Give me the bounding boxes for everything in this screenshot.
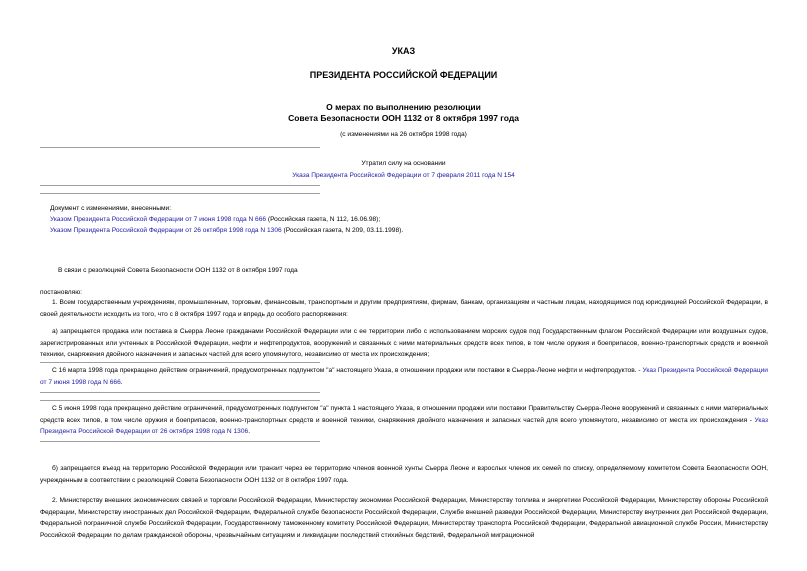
divider — [40, 362, 320, 363]
note-2-end: . — [248, 428, 251, 435]
paragraph-1: 1. Всем государственным учреждениям, промышленным, торговым, финансовым, транспортным и другим предприятиям, фирмам, банкам, организациям и частным лицам, находящимся под юрисдикцией Российской Федерации, в своей деятельности исходить из того, что с 8 октября 1997 года и впредь до особого распоряжения: — [40, 299, 768, 318]
amendment-link-1[interactable]: Указом Президента Российской Федерации от 7 июня 1998 года N 666 — [50, 216, 267, 223]
divider — [40, 392, 320, 393]
repeal-link[interactable]: Указа Президента Российской Федерации от 7 февраля 2011 года N 154 — [292, 172, 515, 179]
divider — [40, 147, 320, 148]
note-1-link[interactable]: Указ Президента — [642, 367, 695, 374]
divider — [40, 400, 320, 401]
note-1-end: . — [120, 378, 123, 386]
issuer-title: ПРЕЗИДЕНТА РОССИЙСКОЙ ФЕДЕРАЦИИ — [309, 70, 498, 80]
divider — [40, 193, 320, 194]
note-2-text: С 5 июня 1998 года прекращено действие ограничений, предусмотренных подпунктом "а" пункта 1 настоящего Указа, в отношении продажи или поставки Правительству Сьерра-Леоне вооружений и связанных с ними материальных средств всех типов, в том числе оружия и боеприпасов, военно-транспортных средств и военной техники, снаряжения двойного назначения и запасных частей для всего упомянутого, независимо от места их происхождения - — [40, 405, 768, 424]
repeal-label: Утратил силу на основании — [361, 160, 446, 167]
amendment-date: (с изменениями на 26 октября 1998 года) — [340, 131, 467, 138]
subject-line-2: Совета Безопасности ООН 1132 от 8 октября 1997 года — [288, 113, 519, 123]
changes-item-2 — [50, 227, 403, 234]
decree-word: постановляю: — [40, 289, 83, 296]
divider — [40, 185, 320, 186]
changes-item-1 — [50, 216, 380, 223]
note-1-text: С 16 марта 1998 года прекращено действие ограничений, предусмотренных подпунктом "а" настоящего Указа, в отношении продажи или поставки в Сьерра-Леоне нефти и нефтепродуктов. - — [52, 367, 643, 374]
amendment-source-2: (Российская газета, N 209, 03.11.1998). — [281, 227, 404, 234]
paragraph-1a: а) запрещается продажа или поставка в Сьерра Леоне гражданами Российской Федерации или с ее территории либо с использованием морских судов под Государственным флагом Российской Федерации или воздушных судов, зарегистрированных или учтенных в Российской Федерации, нефти и нефтепродуктов, вооружений и связанных с ними материальных средств всех типов, в том числе оружия и боеприпасов, военно-транспортных средств и военной техники, снаряжения двойного назначения и запасных частей для всего упомянутого, независимо от места их происхождения; — [40, 328, 768, 358]
decree-title: УКАЗ — [391, 46, 416, 56]
amendment-link-2[interactable]: Указом Президента Российской Федерации от 26 октября 1998 года N 1306 — [50, 227, 282, 234]
divider — [40, 441, 320, 442]
subject-line-1: О мерах по выполнению резолюции — [326, 102, 481, 112]
paragraph-1b: б) запрещается въезд на территорию Российской Федерации или транзит через ее территорию членов военной хунты Сьерра Леоне и взрослых членов их семей по списку, определяемому комитетом Совета Безопасности ООН, учрежденным в соответствии с резолюцией Совета Безопасности ООН 1132 от 8 октября 1997 года. — [40, 465, 768, 484]
preamble: В связи с резолюцией Совета Безопасности ООН 1132 от 8 октября 1997 года — [58, 267, 298, 274]
note-2-link[interactable]: Указ Президента Российской Федерации от 26 октября 1998 года N 1306 — [40, 416, 768, 435]
amendment-source-1: (Российская газета, N 112, 16.06.98); — [266, 216, 381, 223]
note-2 — [40, 403, 768, 438]
changes-intro: Документ с изменениями, внесенными: — [50, 205, 172, 212]
paragraph-2: 2. Министерству внешних экономических связей и торговли Российской Федерации, Министерству экономики Российской Федерации, Министерству топлива и энергетики Российской Федерации, Министерству обороны Российской Федерации, Министерству иностранных дел Российской Федерации, Федеральной службе безопасности Российской Федерации, Службе внешней разведки Российской Федерации, Министерству внутренних дел Российской Федерации, Федеральной пограничной службе Российской Федерации, Государственному таможенному комитету Российской Федерации, Министерству транспорта Российской Федерации, Федеральной авиационной службе России, Министерству Российской Федерации по делам гражданской обороны, чрезвычайным ситуациям и ликвидации последствий стихийных бедствий, Федеральной миграционной — [40, 497, 768, 539]
note-1-link-cont[interactable]: Российской Федерации от 7 июня 1998 года N 666 — [40, 367, 768, 386]
note-1 — [40, 365, 768, 388]
